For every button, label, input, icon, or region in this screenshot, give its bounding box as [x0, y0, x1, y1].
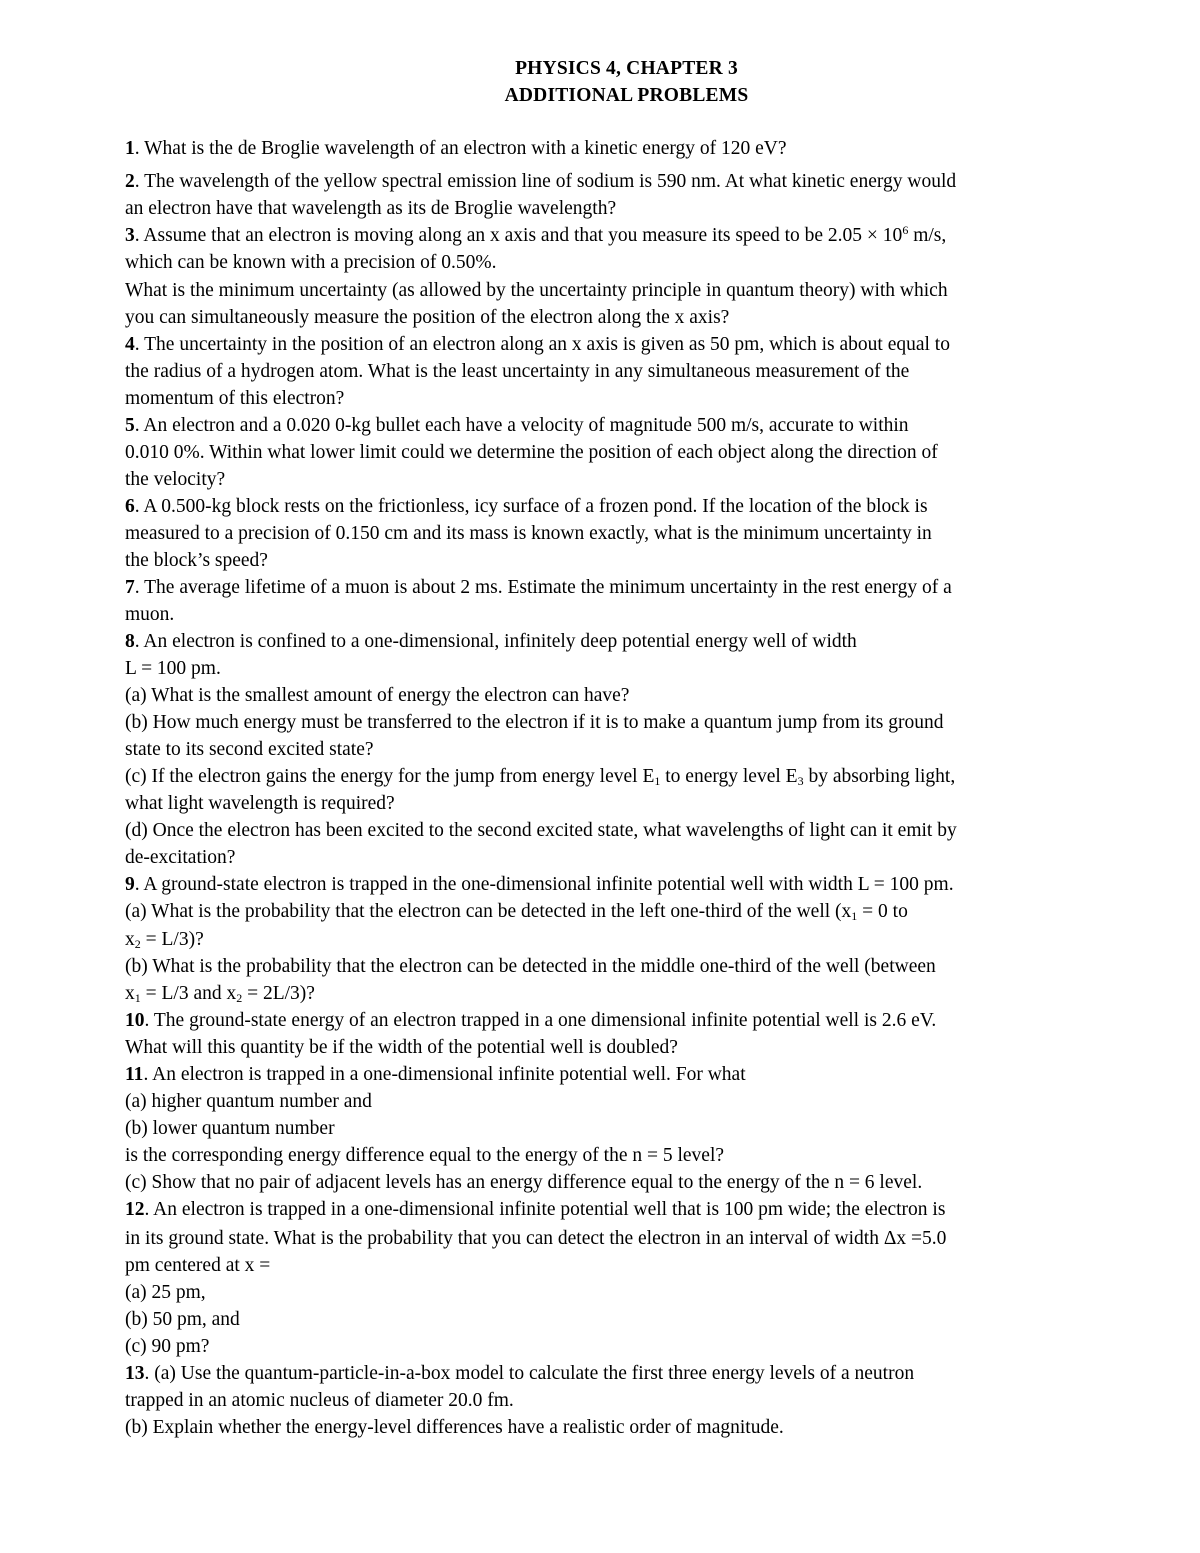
problem-number: 8: [125, 631, 135, 652]
problem-text: . The wavelength of the yellow spectral emission line of sodium is 590 nm. At what kinetic energy would: [134, 171, 957, 192]
problem-6: [125, 493, 928, 520]
problem-text: . What is the de Broglie wavelength of an electron with a kinetic energy of 120 eV?: [134, 138, 787, 159]
problem-text: . The average lifetime of a muon is about 2 ms. Estimate the minimum uncertainty in the rest energy of a: [134, 577, 952, 598]
problem-3-line-3: What is the minimum uncertainty (as allowed by the uncertainty principle in quantum theory) with which: [125, 280, 948, 301]
problem-11: [125, 1061, 746, 1088]
problem-number: 3: [125, 225, 135, 246]
problem-3: [125, 222, 946, 249]
problem-8-part-b: (b) How much energy must be transferred to the electron if it is to make a quantum jump from its ground: [125, 712, 944, 733]
problem-9-part-b: (b) What is the probability that the electron can be detected in the middle one-third of the well (between: [125, 956, 936, 977]
problem-2: [125, 168, 956, 195]
problem-7: [125, 574, 952, 601]
problem-4-line-3: momentum of this electron?: [125, 388, 345, 409]
problem-4-line-2: the radius of a hydrogen atom. What is the least uncertainty in any simultaneous measurement of the: [125, 361, 910, 382]
problem-text: to energy level E: [660, 766, 798, 787]
problem-number: 10: [125, 1010, 145, 1031]
problem-13: [125, 1360, 914, 1387]
problem-text: x: [125, 929, 135, 950]
problem-number: 12: [125, 1199, 145, 1220]
problem-2-line-2: an electron have that wavelength as its de Broglie wavelength?: [125, 198, 617, 219]
subscript: 2: [134, 937, 141, 951]
problem-6-line-3: the block’s speed?: [125, 550, 268, 571]
problem-7-line-2: muon.: [125, 604, 175, 625]
problem-11-part-c: (c) Show that no pair of adjacent levels has an energy difference equal to the energy of the n = 6 level.: [125, 1172, 923, 1193]
problem-text: m/s,: [908, 225, 947, 246]
problem-3-line-2: which can be known with a precision of 0.50%.: [125, 252, 497, 273]
problem-8: [125, 628, 857, 655]
subscript: 3: [797, 774, 804, 788]
problem-number: 5: [125, 415, 135, 436]
problem-text: = 2L/3)?: [242, 983, 315, 1004]
problem-4: [125, 331, 950, 358]
problem-10: [125, 1007, 936, 1034]
problem-9-part-a: [125, 898, 908, 925]
problem-text: = L/3 and x: [140, 983, 237, 1004]
subscript: 2: [236, 991, 243, 1005]
problem-number: 7: [125, 577, 135, 598]
problem-12-line-3: pm centered at x =: [125, 1255, 271, 1276]
problem-number: 9: [125, 874, 135, 895]
problem-text: (a) What is the probability that the electron can be detected in the left one-third of the well (x: [125, 901, 852, 922]
problem-8-part-b-line-2: state to its second excited state?: [125, 739, 374, 760]
problem-9-part-b-line-2: [125, 980, 315, 1007]
problem-number: 4: [125, 334, 135, 355]
problem-10-line-2: What will this quantity be if the width of the potential well is doubled?: [125, 1037, 678, 1058]
problem-1: [125, 135, 787, 162]
problem-12-line-2: in its ground state. What is the probability that you can detect the electron in an interval of width Δx =5.0: [125, 1228, 947, 1249]
problem-text: . A 0.500-kg block rests on the frictionless, icy surface of a frozen pond. If the location of the block is: [134, 496, 928, 517]
subscript: 1: [851, 909, 858, 923]
problem-3-line-4: you can simultaneously measure the position of the electron along the x axis?: [125, 307, 730, 328]
exponent: 6: [902, 223, 909, 237]
subscript: 1: [134, 991, 141, 1005]
problem-12-part-a: (a) 25 pm,: [125, 1282, 206, 1303]
problem-text: = L/3)?: [140, 929, 204, 950]
problem-text: . A ground-state electron is trapped in the one-dimensional infinite potential well with width L = 100 pm.: [134, 874, 954, 895]
problem-8-part-c: [125, 763, 955, 790]
problem-text: . An electron is confined to a one-dimensional, infinitely deep potential energy well of width: [134, 631, 857, 652]
problem-5-line-3: the velocity?: [125, 469, 226, 490]
problem-11-line-2: is the corresponding energy difference equal to the energy of the n = 5 level?: [125, 1145, 725, 1166]
problem-text: . An electron and a 0.020 0-kg bullet each have a velocity of magnitude 500 m/s, accurate to within: [134, 415, 909, 436]
problem-text: . An electron is trapped in a one-dimensional infinite potential well. For what: [143, 1064, 746, 1085]
problem-12: [125, 1196, 945, 1223]
problem-12-part-b: (b) 50 pm, and: [125, 1309, 240, 1330]
problem-number: 6: [125, 496, 135, 517]
page-title: PHYSICS 4, CHAPTER 3: [515, 58, 738, 79]
problem-13-line-2: trapped in an atomic nucleus of diameter 20.0 fm.: [125, 1390, 514, 1411]
problem-8-part-c-line-2: what light wavelength is required?: [125, 793, 395, 814]
problem-text: . Assume that an electron is moving along an x axis and that you measure its speed to be 2.05 × 10: [134, 225, 903, 246]
problem-number: 2: [125, 171, 135, 192]
problem-text: . An electron is trapped in a one-dimensional infinite potential well that is 100 pm wide; the electron is: [144, 1199, 946, 1220]
problem-6-line-2: measured to a precision of 0.150 cm and its mass is known exactly, what is the minimum uncertainty in: [125, 523, 932, 544]
problem-text: (c) If the electron gains the energy for the jump from energy level E: [125, 766, 655, 787]
problem-text: x: [125, 983, 135, 1004]
problem-11-part-b: (b) lower quantum number: [125, 1118, 335, 1139]
problem-text: . The uncertainty in the position of an electron along an x axis is given as 50 pm, which is about equal to: [134, 334, 950, 355]
problem-text: . (a) Use the quantum-particle-in-a-box model to calculate the first three energy levels of a neutron: [144, 1363, 915, 1384]
problem-9: [125, 871, 954, 898]
problem-number: 1: [125, 138, 135, 159]
problem-11-part-a: (a) higher quantum number and: [125, 1091, 372, 1112]
problem-8-line-2: L = 100 pm.: [125, 658, 221, 679]
problem-5-line-2: 0.010 0%. Within what lower limit could we determine the position of each object along the direction of: [125, 442, 938, 463]
problem-12-part-c: (c) 90 pm?: [125, 1336, 210, 1357]
problem-text: . The ground-state energy of an electron trapped in a one dimensional infinite potential well is 2.6 eV.: [144, 1010, 937, 1031]
problem-number: 11: [125, 1064, 144, 1085]
problem-13-part-b: (b) Explain whether the energy-level differences have a realistic order of magnitude.: [125, 1417, 784, 1438]
page-subtitle: ADDITIONAL PROBLEMS: [504, 85, 749, 106]
problem-text: = 0 to: [857, 901, 908, 922]
problem-8-part-d: (d) Once the electron has been excited to the second excited state, what wavelengths of light can it emit by: [125, 820, 957, 841]
problem-8-part-d-line-2: de-excitation?: [125, 847, 236, 868]
problem-text: by absorbing light,: [803, 766, 956, 787]
problem-8-part-a: (a) What is the smallest amount of energy the electron can have?: [125, 685, 630, 706]
subscript: 1: [654, 774, 661, 788]
problem-9-part-a-line-2: [125, 926, 204, 953]
problem-5: [125, 412, 909, 439]
problem-number: 13: [125, 1363, 145, 1384]
